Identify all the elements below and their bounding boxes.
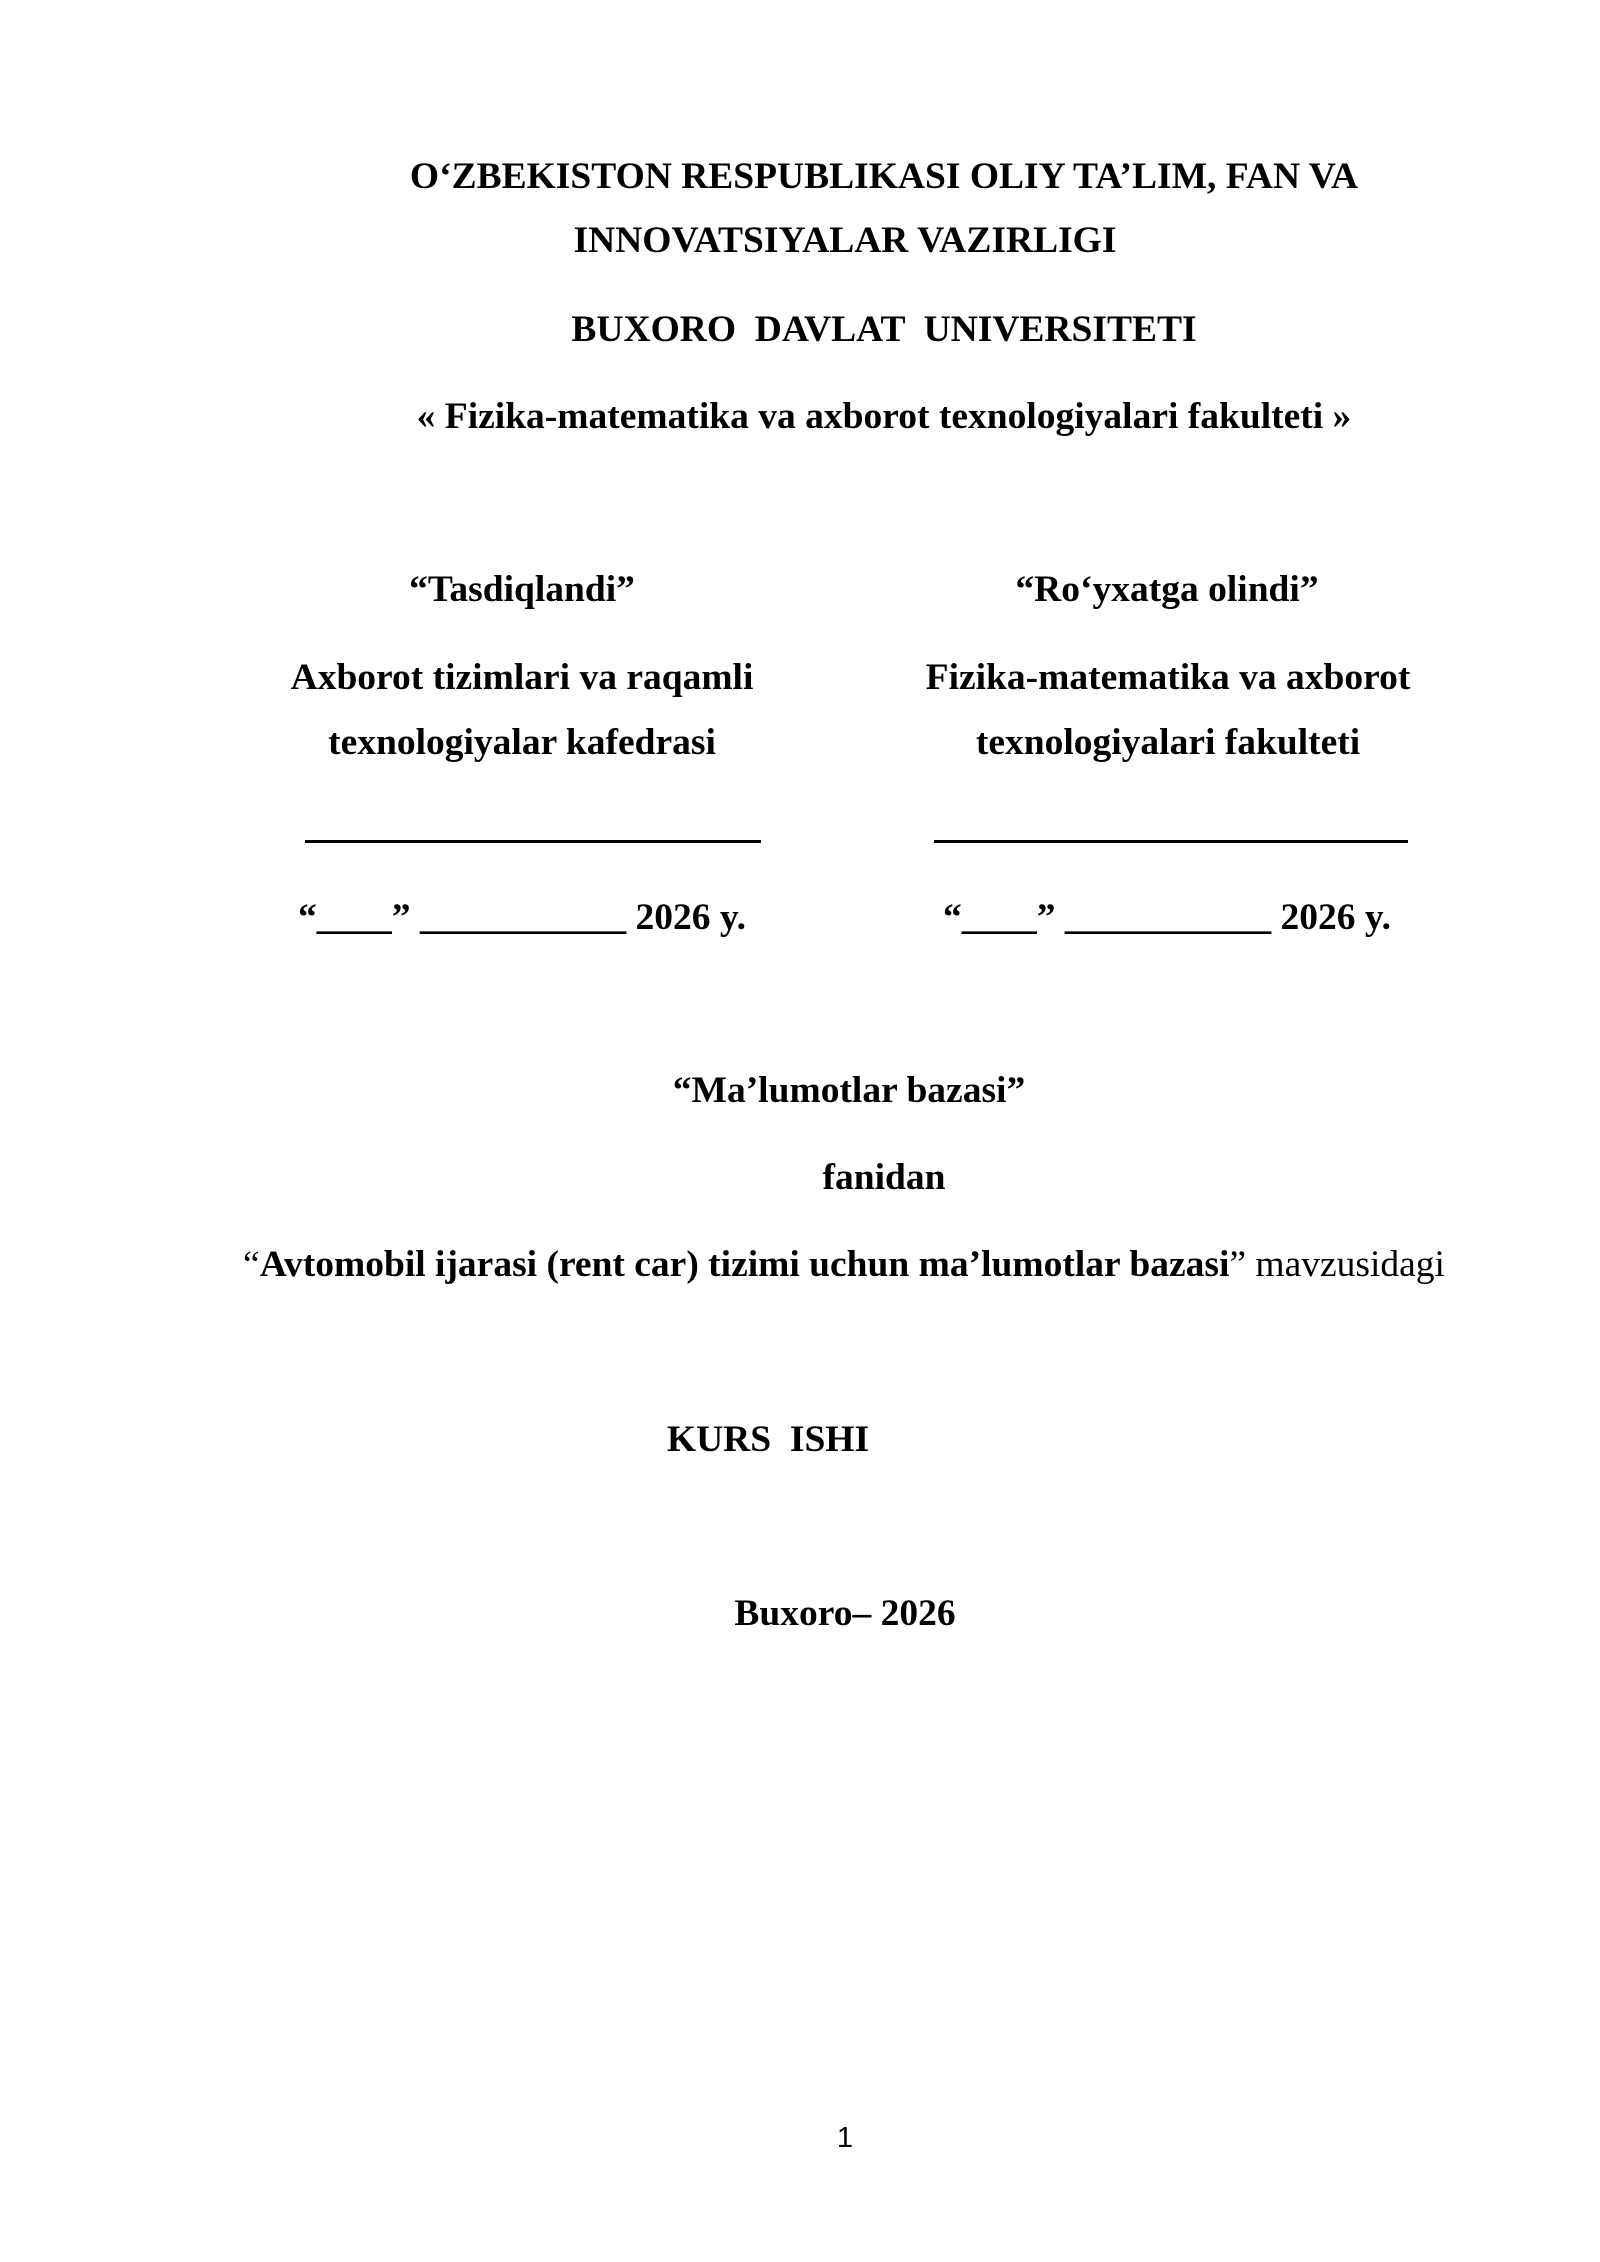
registered-title: “Ro‘yxatga olindi” — [1015, 569, 1319, 610]
topic-quote-open: “ — [243, 1244, 260, 1285]
topic-title: Avtomobil ijarasi (rent car) tizimi uchun ma’lumotlar bazasi — [259, 1244, 1230, 1285]
approved-date: “____” ___________ 2026 y. — [298, 897, 746, 938]
topic-quote-close: ” — [1229, 1244, 1247, 1285]
approved-department-line-2: texnologiyalar kafedrasi — [328, 722, 716, 763]
registered-faculty-line-1: Fizika-matematika va axborot — [925, 657, 1411, 698]
registered-faculty-line-2: texnologiyalari fakulteti — [975, 722, 1361, 763]
approved-title: “Tasdiqlandi” — [409, 569, 635, 610]
registered-signature-line — [934, 840, 1408, 843]
faculty-name: « Fizika-matematika va axborot texnologiyalari fakulteti » — [416, 396, 1352, 437]
university-name: BUXORO DAVLAT UNIVERSITETI — [571, 309, 1197, 350]
subject-name: “Ma’lumotlar bazasi” — [672, 1070, 1026, 1111]
registered-date: “____” ___________ 2026 y. — [943, 897, 1391, 938]
topic-suffix: mavzusidagi — [1255, 1244, 1445, 1285]
approved-department-line-1: Axborot tizimlari va raqamli — [290, 657, 754, 698]
approved-signature-line — [305, 840, 761, 843]
place-year: Buxoro– 2026 — [734, 1593, 956, 1634]
work-type: KURS ISHI — [666, 1419, 870, 1460]
subject-suffix: fanidan — [822, 1157, 946, 1198]
ministry-line-1: O‘ZBEKISTON RESPUBLIKASI OLIY TA’LIM, FAN VA — [409, 156, 1359, 197]
topic-line — [243, 1243, 1445, 1287]
ministry-line-2: INNOVATSIYALAR VAZIRLIGI — [573, 220, 1117, 261]
page-number: 1 — [836, 2122, 854, 2154]
